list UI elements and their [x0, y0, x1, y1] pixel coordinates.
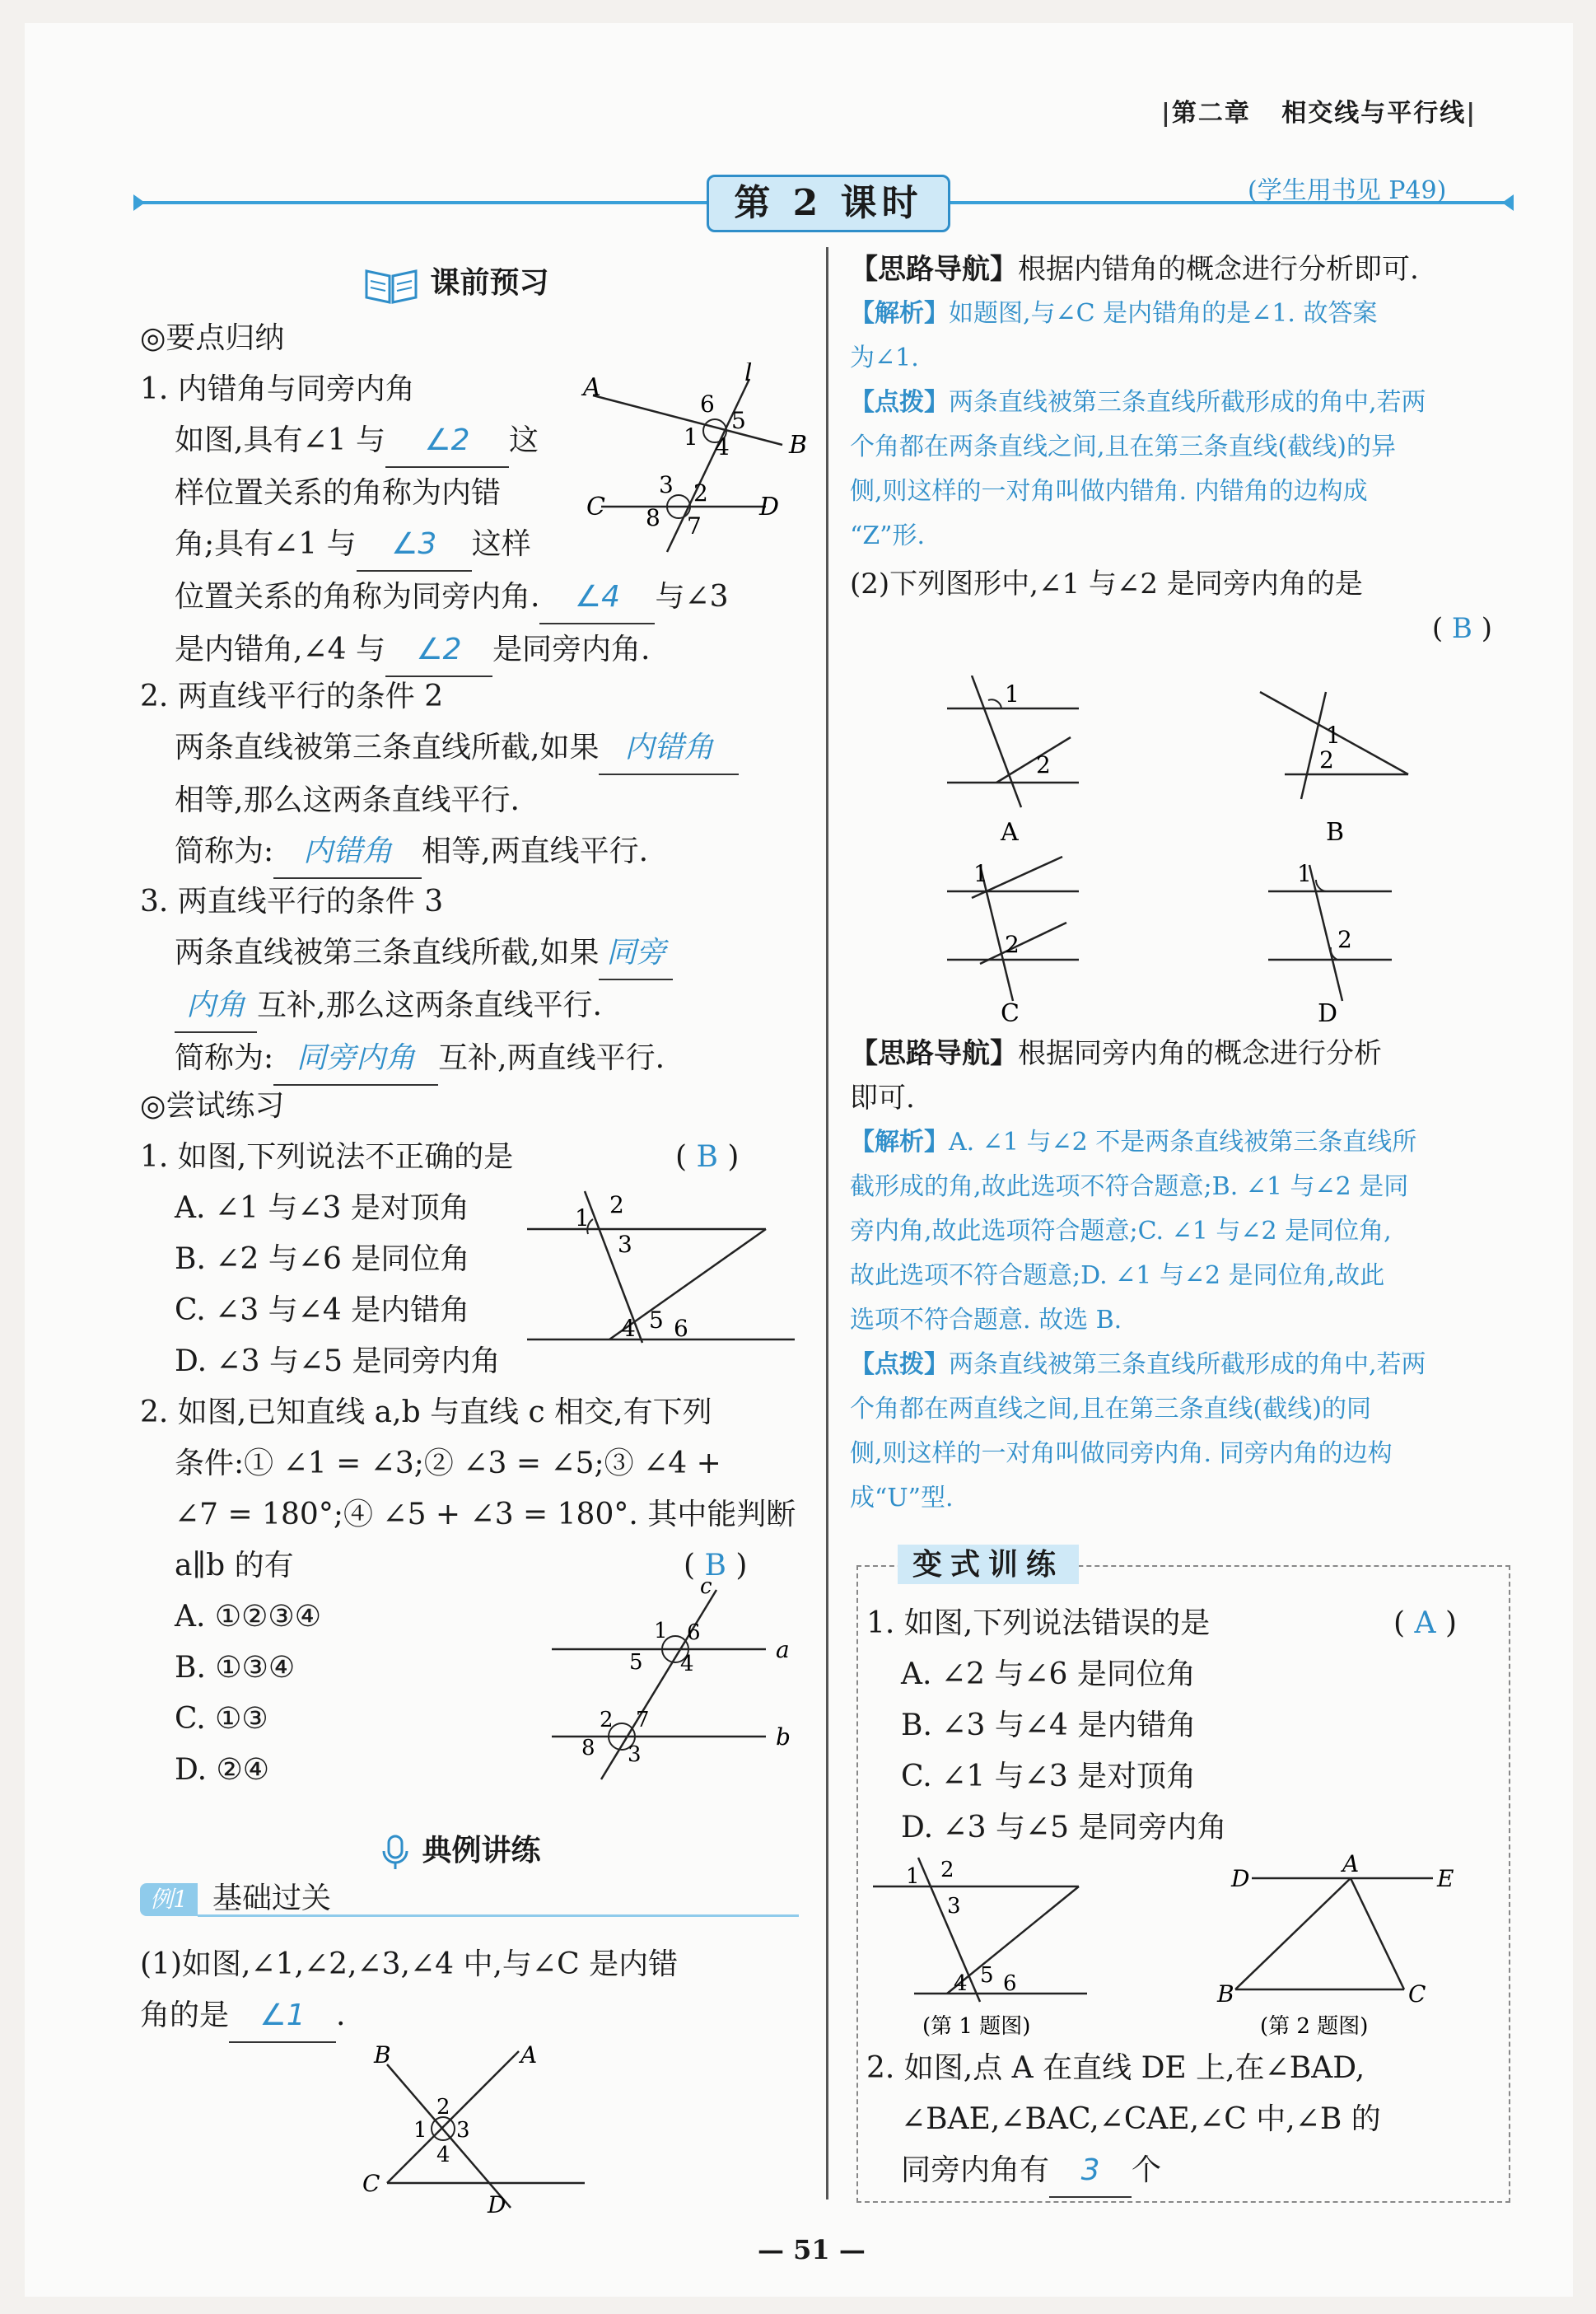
svg-text:a: a [776, 1636, 790, 1663]
blank-answer: 3 [1049, 2145, 1132, 2198]
text: 即可. [850, 1082, 915, 1115]
point-2-title: 2. 两直线平行的条件 2 [140, 680, 444, 713]
text: 为∠1. [850, 344, 919, 372]
svg-text:5: 5 [980, 1963, 994, 1988]
option-b: B. ①③④ [175, 1651, 296, 1685]
try-figure-2 [544, 1582, 799, 1788]
svg-text:3: 3 [628, 1742, 642, 1767]
text: 侧,则这样的一对角叫做同旁内角. 同旁内角的边构 [850, 1439, 1393, 1468]
tip-tag: 【点拨】 [850, 388, 949, 417]
text: a∥b 的有 [175, 1549, 294, 1582]
answer-analysis-1 [850, 247, 1509, 651]
text: 根据同旁内角的概念进行分析 [1018, 1037, 1382, 1070]
label-E: E [1437, 1865, 1454, 1892]
variation-question-2 [866, 2043, 1500, 2198]
lesson-title: 第 2 课时 [707, 175, 950, 232]
svg-text:7: 7 [636, 1708, 650, 1732]
preview-heading [362, 259, 549, 306]
variation-figures [865, 1854, 1491, 2043]
label-D: D [759, 493, 780, 521]
text: 个角都在两直线之间,且在第三条直线(截线)的同 [850, 1395, 1371, 1423]
text: 两条直线被第三条直线所截,如果 [175, 731, 600, 764]
text: 个 [1132, 2153, 1162, 2187]
point-2 [140, 671, 739, 879]
text: 侧,则这样的一对角叫做内错角. 内错角的边构成 [850, 477, 1368, 506]
page-number-value: 51 [793, 2234, 830, 2265]
answer-analysis-2 [850, 1031, 1509, 1521]
text: ∠7 = 180°;④ ∠5 + ∠3 = 180°. 其中能判断 [175, 1498, 796, 1531]
angle-1: 1 [684, 423, 698, 451]
answer: B [696, 1140, 718, 1174]
text: 如图,具有∠1 与 [175, 423, 385, 457]
svg-text:4: 4 [954, 1971, 968, 1996]
option-a-label: A [1001, 818, 1019, 847]
angle-7: 7 [687, 512, 702, 540]
text: “Z”形. [850, 521, 926, 550]
text: 样位置关系的角称为内错 [175, 476, 502, 510]
example-heading [379, 1827, 541, 1872]
option-a: A. ∠1 与∠3 是对顶角 [175, 1191, 469, 1225]
text: 这 [508, 423, 539, 457]
chapter-title: 相交线与平行线 [1281, 99, 1467, 128]
option-d: D. ∠3 与∠5 是同旁内角 [175, 1344, 501, 1378]
text: 条件:① ∠1 = ∠3;② ∠3 = ∠5;③ ∠4 + [175, 1447, 721, 1480]
point-3-title: 3. 两直线平行的条件 3 [140, 885, 444, 919]
svg-text:1: 1 [973, 860, 988, 887]
text: 故此选项不符合题意;D. ∠1 与∠2 是同位角,故此 [850, 1261, 1385, 1290]
text: 1. 如图,下列说法错误的是 [866, 1606, 1211, 1640]
angle-2: 2 [693, 479, 708, 507]
try-label: ◎尝试练习 [140, 1089, 285, 1123]
label-D: D [1231, 1865, 1250, 1892]
text: 两条直线被第三条直线所截形成的角中,若两 [949, 1350, 1426, 1379]
nav-tag: 【思路导航】 [850, 253, 1018, 286]
text: A. ∠1 与∠2 不是两条直线被第三条直线所 [949, 1128, 1417, 1157]
angle-2: 2 [609, 1191, 624, 1218]
text: 两条直线被第三条直线所截,如果 [175, 936, 600, 970]
answer-bracket: ( B ) [1431, 612, 1492, 645]
blank-answer: ∠4 [539, 572, 655, 624]
angle-3: 3 [659, 471, 674, 498]
text: 根据内错角的概念进行分析即可. [1018, 253, 1419, 286]
svg-text:1: 1 [654, 1619, 668, 1643]
svg-text:2: 2 [1337, 926, 1352, 953]
text: 这样 [471, 527, 531, 561]
text: 同旁内角有 [901, 2153, 1050, 2187]
svg-text:1: 1 [1326, 722, 1341, 749]
text: (1)如图,∠1,∠2,∠3,∠4 中,与∠C 是内错 [140, 1947, 679, 1981]
book-reference: (学生用书见 P49) [1248, 176, 1447, 205]
tip-tag: 【点拨】 [850, 1350, 949, 1379]
nav-tag: 【思路导航】 [850, 1037, 1018, 1070]
label-C: C [586, 493, 605, 521]
option-c-label: C [1001, 999, 1020, 1028]
svg-text:2: 2 [1005, 931, 1020, 958]
svg-text:3: 3 [456, 2118, 470, 2143]
svg-text:C: C [362, 2170, 380, 2197]
blank-answer: ∠2 [385, 415, 509, 468]
svg-text:b: b [776, 1723, 791, 1751]
option-c: C. ∠3 与∠4 是内错角 [175, 1293, 470, 1327]
svg-text:A: A [520, 2043, 538, 2069]
svg-text:4: 4 [436, 2143, 450, 2167]
text: 相等,两直线平行. [422, 834, 649, 868]
option-b: B. ∠3 与∠4 是内错角 [901, 1709, 1197, 1742]
svg-text:6: 6 [687, 1620, 701, 1645]
option-c: C. ①③ [175, 1702, 268, 1736]
point-3 [140, 877, 673, 1086]
svg-text:B: B [374, 2043, 391, 2069]
answer: A [1414, 1606, 1436, 1640]
blank-answer: ∠2 [385, 624, 492, 677]
example-question-1: (1)如图,∠1,∠2,∠3,∠4 中,与∠C 是内错 角的是 ∠1 . [140, 1939, 678, 2043]
text: 两条直线被第三条直线所截形成的角中,若两 [949, 388, 1426, 417]
analysis-tag: 【解析】 [850, 1128, 949, 1157]
svg-text:2: 2 [1319, 746, 1334, 774]
blank-answer: 内错角 [273, 826, 422, 879]
svg-text:1: 1 [906, 1864, 920, 1889]
variation-title: 变式训练 [898, 1545, 1079, 1584]
book-icon [362, 264, 420, 306]
options-figures [931, 676, 1441, 1030]
example-tag: 例1 [140, 1883, 198, 1916]
example-1-banner [140, 1883, 799, 1916]
text: 是同旁内角. [492, 633, 651, 666]
label-C: C [1408, 1980, 1426, 2008]
svg-text:8: 8 [581, 1736, 595, 1760]
svg-text:2: 2 [940, 1858, 954, 1882]
blank-answer: ∠3 [357, 519, 472, 572]
angle-4: 4 [621, 1315, 636, 1342]
text: 旁内角,故此选项符合题意;C. ∠1 与∠2 是同位角, [850, 1217, 1392, 1246]
svg-text:2: 2 [1036, 751, 1051, 778]
column-divider [826, 247, 828, 2199]
answer: B [704, 1549, 726, 1582]
text: 互补,两直线平行. [438, 1041, 665, 1075]
text: 简称为: [175, 834, 274, 868]
example-title: 典例讲练 [422, 1833, 541, 1868]
text: 角的是 [140, 1998, 230, 2032]
blank-answer: 内角 [175, 980, 257, 1033]
svg-text:2: 2 [600, 1708, 614, 1732]
svg-text:1: 1 [413, 2118, 427, 2143]
chapter-label: 第二章 [1171, 99, 1251, 128]
key-points-label: ◎要点归纳 [140, 321, 285, 355]
label-B: B [789, 431, 808, 460]
running-header: |第二章 相交线与平行线| [1161, 99, 1477, 128]
option-b-label: B [1326, 818, 1345, 847]
example-figure [346, 2043, 593, 2216]
svg-text:D: D [488, 2191, 506, 2216]
try-figure-1 [527, 1186, 799, 1351]
blank-answer: 同旁 [599, 928, 673, 980]
option-d: D. ②④ [175, 1753, 270, 1787]
question-2: (2)下列图形中,∠1 与∠2 是同旁内角的是 [850, 568, 1363, 601]
label-A: A [583, 373, 601, 402]
text: 是内错角,∠4 与 [175, 633, 385, 666]
preview-title: 课前预习 [430, 265, 549, 300]
example-subtitle: 基础过关 [212, 1882, 332, 1915]
text: 选项不符合题意. 故选 B. [850, 1306, 1122, 1335]
answer-bracket: ( B ) [684, 1549, 748, 1582]
text: 2. 如图,已知直线 a,b 与直线 c 相交,有下列 [140, 1395, 712, 1429]
option-b: B. ∠2 与∠6 是同位角 [175, 1242, 470, 1276]
svg-text:3: 3 [947, 1894, 961, 1919]
angle-6: 6 [700, 390, 715, 418]
svg-text:4: 4 [680, 1652, 694, 1676]
angle-3: 3 [618, 1231, 632, 1258]
text: 相等,那么这两条直线平行. [175, 783, 520, 817]
figure-1-caption: (第 1 题图) [922, 2014, 1031, 2039]
text: 如题图,与∠C 是内错角的是∠1. 故答案 [949, 299, 1378, 328]
option-d: D. ∠3 与∠5 是同旁内角 [901, 1811, 1227, 1844]
blank-answer: 同旁内角 [273, 1033, 438, 1086]
figure-2-caption: (第 2 题图) [1260, 2014, 1369, 2039]
svg-text:6: 6 [1003, 1971, 1017, 1996]
label-B: B [1217, 1980, 1234, 2008]
option-d-label: D [1318, 999, 1338, 1028]
angle-1: 1 [575, 1204, 590, 1232]
label-A: A [1342, 1854, 1360, 1877]
text: 与∠3 [655, 580, 729, 614]
page-number: — 51 — [758, 2234, 866, 2265]
variation-question-1 [866, 1598, 1500, 1854]
answer-bracket: ( A ) [1393, 1606, 1457, 1640]
answer-bracket: ( B ) [675, 1140, 740, 1174]
text: 互补,那么这两条直线平行. [257, 989, 602, 1022]
text: 1. 如图,下列说法不正确的是 [140, 1140, 514, 1174]
blank-answer: ∠1 [229, 1990, 336, 2043]
angle-4: 4 [715, 433, 730, 460]
text: 截形成的角,故此选项不符合题意;B. ∠1 与∠2 是同 [850, 1172, 1409, 1201]
angle-6: 6 [674, 1315, 688, 1342]
analysis-tag: 【解析】 [850, 299, 949, 328]
text: 2. 如图,点 A 在直线 DE 上,在∠BAD, [866, 2051, 1365, 2085]
svg-text:c: c [700, 1582, 712, 1599]
microphone-icon [379, 1833, 412, 1872]
svg-text:5: 5 [629, 1650, 643, 1675]
angle-5: 5 [731, 407, 746, 434]
label-l: l [744, 362, 753, 387]
text: 位置关系的角称为同旁内角. [175, 580, 540, 614]
svg-text:1: 1 [1005, 680, 1020, 708]
svg-text:2: 2 [436, 2095, 450, 2120]
text: ∠BAE,∠BAC,∠CAE,∠C 中,∠B 的 [901, 2102, 1381, 2136]
answer: B [1451, 612, 1472, 645]
blank-answer: 内错角 [599, 722, 739, 775]
option-c: C. ∠1 与∠3 是对顶角 [901, 1760, 1197, 1793]
text: 成“U”型. [850, 1484, 954, 1512]
text: 角;具有∠1 与 [175, 527, 357, 561]
text: 简称为: [175, 1041, 274, 1075]
point-1-title: 1. 内错角与同旁内角 [140, 372, 415, 406]
parallel-lines-figure [576, 362, 815, 568]
angle-8: 8 [646, 504, 660, 531]
text: 个角都在两条直线之间,且在第三条直线(截线)的异 [850, 432, 1396, 461]
option-a: A. ①②③④ [175, 1600, 321, 1634]
option-a: A. ∠2 与∠6 是同位角 [901, 1657, 1196, 1691]
angle-5: 5 [649, 1307, 664, 1334]
svg-text:1: 1 [1297, 860, 1312, 887]
